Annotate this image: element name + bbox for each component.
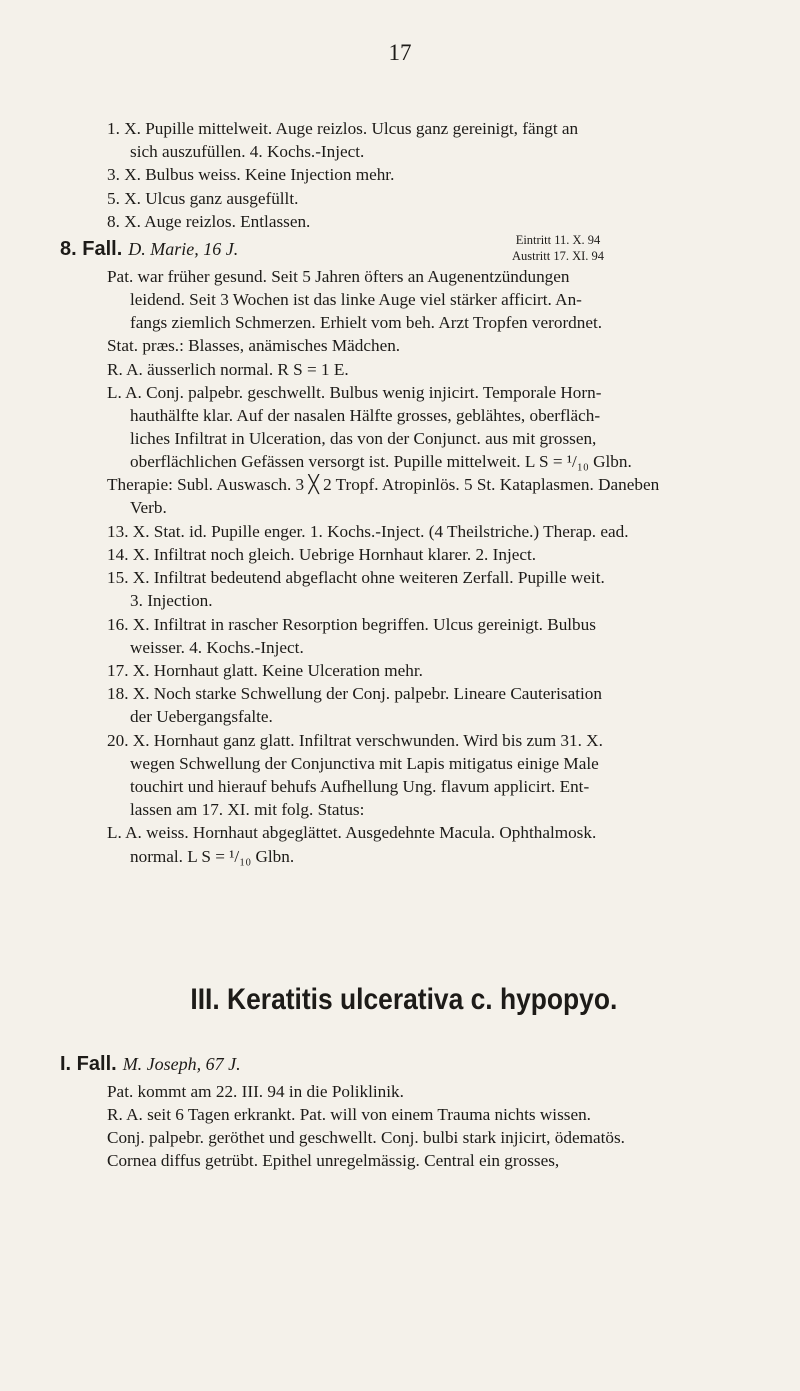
followup-line: 3. X. Bulbus weiss. Keine Injection mehr. <box>107 165 395 184</box>
followup-line: sich auszufüllen. 4. Kochs.-Inject. <box>130 142 365 161</box>
page-number: 17 <box>388 40 412 65</box>
case-8-line: 15. X. Infiltrat bedeutend abgeflacht ohne weiteren Zerfall. Pupille weit. <box>107 568 605 587</box>
case-8-line: Stat. præs.: Blasses, anämisches Mädchen. <box>107 336 401 355</box>
admission-date: Eintritt 11. X. 94 <box>515 233 601 247</box>
case-8-line: R. A. äusserlich normal. R S = 1 E. <box>107 360 349 379</box>
case-8-line: lassen am 17. XI. mit folg. Status: <box>130 800 365 819</box>
discharge-date: Austritt 17. XI. 94 <box>512 249 605 263</box>
case-8-line: 3. Injection. <box>130 591 213 610</box>
case-1-label: I. Fall. <box>60 1053 117 1075</box>
case-1-line: Cornea diffus getrübt. Epithel unregelmässig. Central ein grosses, <box>107 1151 560 1170</box>
case-8-line: oberflächlichen Gefässen versorgt ist. Pupille mittelweit. L S = ¹/₁₀ Glbn. <box>130 452 632 471</box>
case-8-line: Verb. <box>130 498 167 517</box>
case-8-line: 16. X. Infiltrat in rascher Resorption begriffen. Ulcus gereinigt. Bulbus <box>107 615 596 634</box>
case-1-line: R. A. seit 6 Tagen erkrankt. Pat. will von einem Trauma nichts wissen. <box>107 1105 591 1124</box>
case-8-line: Pat. war früher gesund. Seit 5 Jahren öfters an Augenentzündungen <box>107 267 570 286</box>
case-1-heading <box>60 1053 241 1076</box>
case-8-heading <box>60 238 238 261</box>
case-8-line: fangs ziemlich Schmerzen. Erhielt vom beh. Arzt Tropfen verordnet. <box>130 313 603 332</box>
followup-line: 8. X. Auge reizlos. Entlassen. <box>107 212 311 231</box>
section-heading: III. Keratitis ulcerativa c. hypopyo. <box>190 983 618 1016</box>
case-8-line: hauthälfte klar. Auf der nasalen Hälfte grosses, geblähtes, oberfläch- <box>130 406 601 425</box>
case-8-line: 18. X. Noch starke Schwellung der Conj. palpebr. Lineare Cauterisation <box>107 684 602 703</box>
case-8-line: L. A. Conj. palpebr. geschwellt. Bulbus wenig injicirt. Temporale Horn- <box>107 383 602 402</box>
case-1-patient: M. Joseph, 67 J. <box>122 1054 241 1074</box>
case-8-line: wegen Schwellung der Conjunctiva mit Lapis mitigatus einige Male <box>130 754 599 773</box>
case-8-dates <box>512 232 604 264</box>
case-8-patient: D. Marie, 16 J. <box>128 239 239 259</box>
case-8-line: 17. X. Hornhaut glatt. Keine Ulceration mehr. <box>107 661 423 680</box>
case-1-line: Conj. palpebr. geröthet und geschwellt. Conj. bulbi stark injicirt, ödematös. <box>107 1128 625 1147</box>
case-8-line: touchirt und hierauf behufs Aufhellung Ung. flavum applicirt. Ent- <box>130 777 590 796</box>
case-8-line: normal. L S = ¹/₁₀ Glbn. <box>130 847 295 866</box>
followup-line: 5. X. Ulcus ganz ausgefüllt. <box>107 189 299 208</box>
case-8-line: Therapie: Subl. Auswasch. 3 ╳ 2 Tropf. Atropinlös. 5 St. Kataplasmen. Daneben <box>107 475 660 494</box>
case-8-line: L. A. weiss. Hornhaut abgeglättet. Ausgedehnte Macula. Ophthalmosk. <box>107 823 597 842</box>
case-8-line: liches Infiltrat in Ulceration, das von der Conjunct. aus mit grossen, <box>130 429 597 448</box>
followup-line: 1. X. Pupille mittelweit. Auge reizlos. Ulcus ganz gereinigt, fängt an <box>107 119 579 138</box>
case-8-line: leidend. Seit 3 Wochen ist das linke Auge viel stärker afficirt. An- <box>130 290 582 309</box>
case-8-line: 13. X. Stat. id. Pupille enger. 1. Kochs.-Inject. (4 Theilstriche.) Therap. ead. <box>107 522 629 541</box>
case-8-line: der Uebergangsfalte. <box>130 707 273 726</box>
case-8-line: 14. X. Infiltrat noch gleich. Uebrige Hornhaut klarer. 2. Inject. <box>107 545 537 564</box>
case-8-line: weisser. 4. Kochs.-Inject. <box>130 638 304 657</box>
case-1-line: Pat. kommt am 22. III. 94 in die Poliklinik. <box>107 1082 404 1101</box>
case-8-line: 20. X. Hornhaut ganz glatt. Infiltrat verschwunden. Wird bis zum 31. X. <box>107 731 603 750</box>
case-8-label: 8. Fall. <box>60 238 123 260</box>
